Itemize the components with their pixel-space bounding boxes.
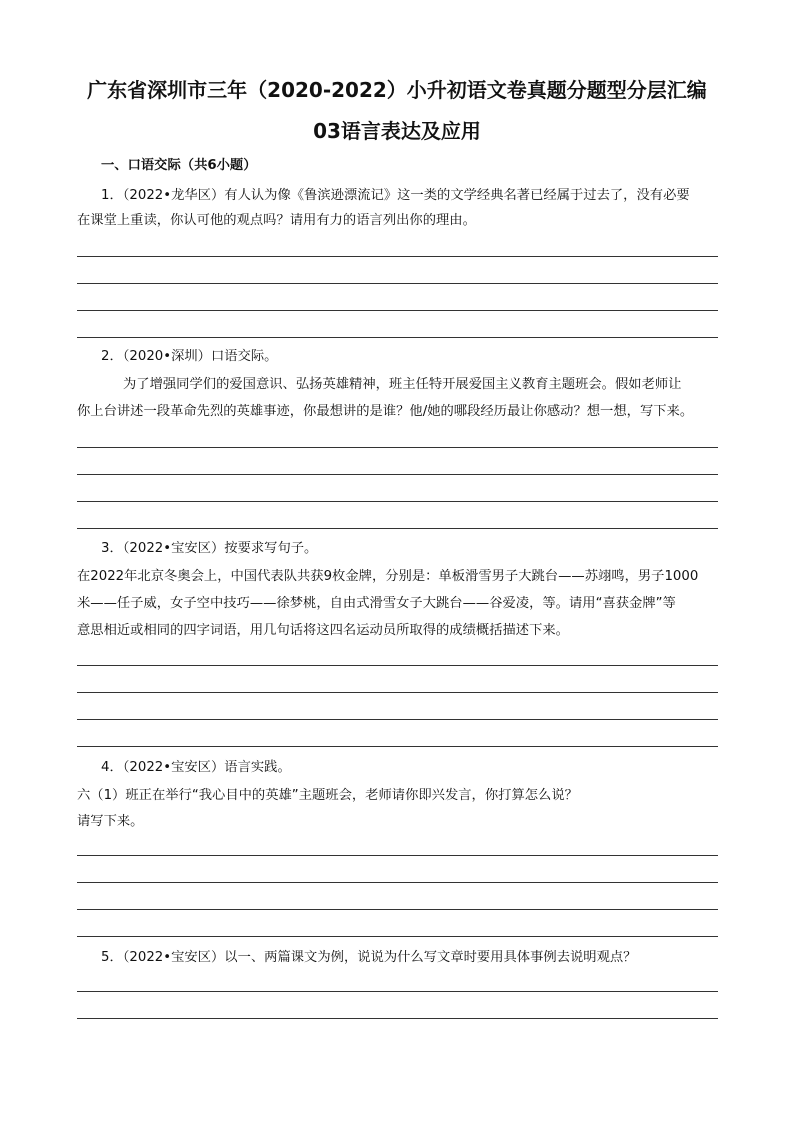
answer-line (77, 1018, 718, 1019)
document-title: 广东省深圳市三年（2020-2022）小升初语文卷真题分题型分层汇编 (87, 78, 707, 102)
answer-line (77, 337, 718, 338)
question-1-line-2: 在课堂上重读，你认可他的观点吗？请用有力的语言列出你的理由。 (77, 213, 476, 228)
document-subtitle: 03语言表达及应用 (313, 119, 481, 143)
question-3-line-1: 3．（2022•宝安区）按要求写句子。 (101, 541, 318, 556)
answer-line (77, 991, 718, 992)
answer-line (77, 855, 718, 856)
question-4-line-3: 请写下来。 (77, 814, 144, 829)
answer-line (77, 310, 718, 311)
question-4-line-1: 4．（2022•宝安区）语言实践。 (101, 760, 291, 775)
answer-line (77, 256, 718, 257)
question-2-line-3: 你上台讲述一段革命先烈的英雄事迹，你最想讲的是谁？他/她的哪段经历最让你感动？想一想，写下来。 (77, 404, 694, 419)
section-heading: 一、口语交际（共6小题） (101, 158, 257, 173)
question-3-line-2: 在2022年北京冬奥会上，中国代表队共获9枚金牌，分别是：单板滑雪男子大跳台——苏翊鸣，男子1000 (77, 569, 699, 584)
answer-line (77, 746, 718, 747)
answer-line (77, 936, 718, 937)
question-1-line-1: 1．（2022•龙华区）有人认为像《鲁滨逊漂流记》这一类的文学经典名著已经属于过去了，没有必要 (101, 188, 690, 203)
question-2-line-1: 2．（2020•深圳）口语交际。 (101, 349, 278, 364)
question-3-line-3: 米——任子威，女子空中技巧——徐梦桃，自由式滑雪女子大跳台——谷爱凌，等。请用“喜获金牌”等 (77, 596, 676, 611)
answer-line (77, 283, 718, 284)
answer-line (77, 719, 718, 720)
answer-line (77, 447, 718, 448)
question-3-line-4: 意思相近或相同的四字词语，用几句话将这四名运动员所取得的成绩概括描述下来。 (77, 623, 569, 638)
answer-line (77, 474, 718, 475)
answer-line (77, 909, 718, 910)
question-2-line-2: 为了增强同学们的爱国意识、弘扬英雄精神，班主任特开展爱国主义教育主题班会。假如老师让 (123, 377, 682, 392)
answer-line (77, 882, 718, 883)
answer-line (77, 665, 718, 666)
answer-line (77, 501, 718, 502)
question-4-line-2: 六（1）班正在举行“我心目中的英雄”主题班会，老师请你即兴发言，你打算怎么说？ (77, 788, 578, 803)
answer-line (77, 528, 718, 529)
question-5-line-1: 5．（2022•宝安区）以一、两篇课文为例，说说为什么写文章时要用具体事例去说明观点？ (101, 950, 637, 965)
answer-line (77, 692, 718, 693)
